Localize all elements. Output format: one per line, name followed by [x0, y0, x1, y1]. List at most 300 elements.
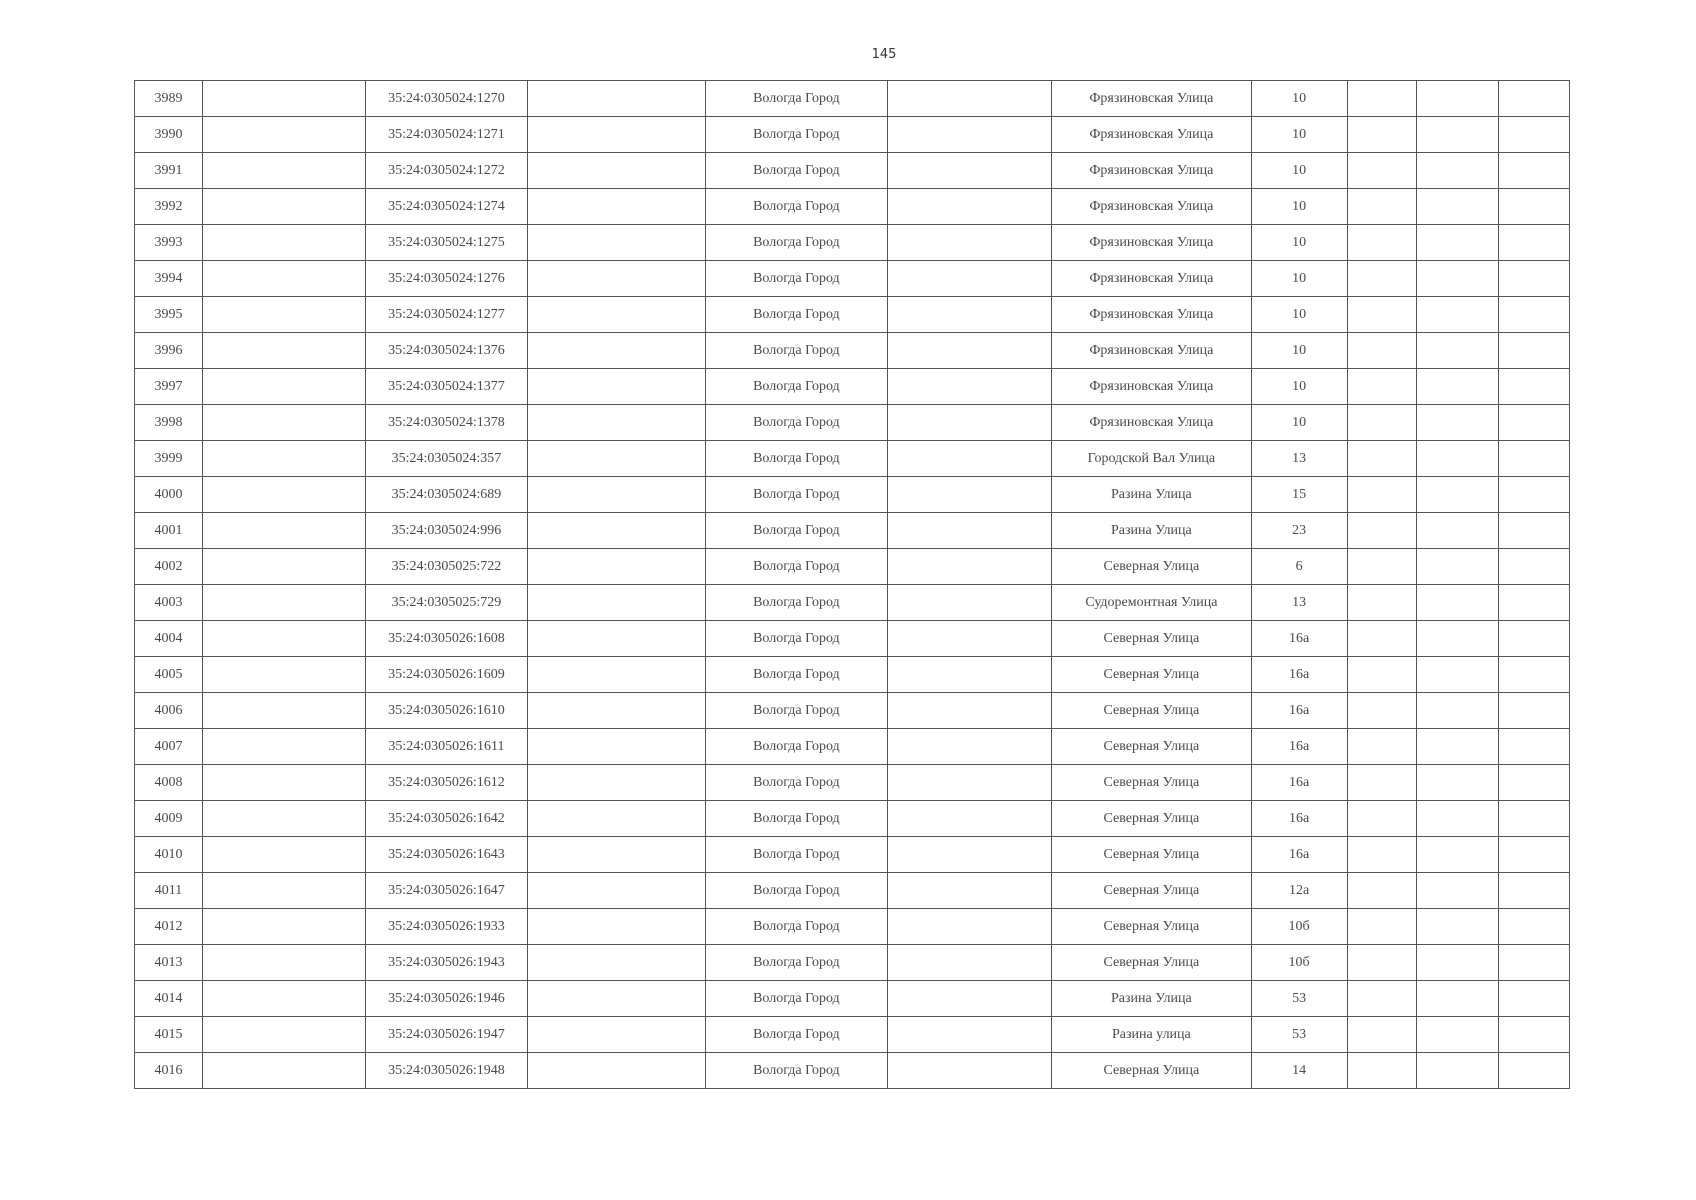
- empty-cell: [527, 261, 705, 297]
- empty-cell: [1416, 81, 1498, 117]
- empty-cell: [888, 117, 1052, 153]
- cadastral-number-cell: 35:24:0305026:1612: [366, 765, 527, 801]
- empty-cell: [1347, 81, 1416, 117]
- empty-cell: [527, 909, 705, 945]
- empty-cell: [1498, 801, 1569, 837]
- empty-cell: [1416, 117, 1498, 153]
- cadastral-number-cell: 35:24:0305026:1642: [366, 801, 527, 837]
- empty-cell: [1416, 1017, 1498, 1053]
- house-number-cell: 6: [1251, 549, 1347, 585]
- empty-cell: [1347, 585, 1416, 621]
- empty-cell: [527, 153, 705, 189]
- empty-cell: [1498, 1017, 1569, 1053]
- empty-cell: [1498, 909, 1569, 945]
- row-number-cell: 4001: [135, 513, 203, 549]
- row-number-cell: 3989: [135, 81, 203, 117]
- empty-cell: [888, 873, 1052, 909]
- locality-cell: Вологда Город: [705, 153, 887, 189]
- street-cell: Северная Улица: [1052, 909, 1251, 945]
- empty-cell: [1498, 477, 1569, 513]
- empty-cell: [1498, 225, 1569, 261]
- empty-cell: [888, 693, 1052, 729]
- empty-cell: [1347, 981, 1416, 1017]
- street-cell: Северная Улица: [1052, 693, 1251, 729]
- street-cell: Фрязиновская Улица: [1052, 297, 1251, 333]
- empty-cell: [1498, 693, 1569, 729]
- locality-cell: Вологда Город: [705, 477, 887, 513]
- empty-cell: [888, 1017, 1052, 1053]
- locality-cell: Вологда Город: [705, 981, 887, 1017]
- empty-cell: [527, 1053, 705, 1089]
- street-cell: Северная Улица: [1052, 549, 1251, 585]
- empty-cell: [1498, 945, 1569, 981]
- empty-cell: [1347, 909, 1416, 945]
- empty-cell: [203, 909, 366, 945]
- table-row: [135, 297, 1570, 333]
- locality-cell: Вологда Город: [705, 585, 887, 621]
- cadastral-number-cell: 35:24:0305024:996: [366, 513, 527, 549]
- street-cell: Северная Улица: [1052, 729, 1251, 765]
- empty-cell: [888, 333, 1052, 369]
- empty-cell: [888, 405, 1052, 441]
- locality-cell: Вологда Город: [705, 729, 887, 765]
- empty-cell: [203, 189, 366, 225]
- empty-cell: [203, 513, 366, 549]
- empty-cell: [527, 693, 705, 729]
- empty-cell: [527, 729, 705, 765]
- cadastral-number-cell: 35:24:0305025:729: [366, 585, 527, 621]
- empty-cell: [888, 837, 1052, 873]
- table-row: [135, 81, 1570, 117]
- empty-cell: [527, 369, 705, 405]
- empty-cell: [203, 945, 366, 981]
- empty-cell: [527, 549, 705, 585]
- empty-cell: [1347, 765, 1416, 801]
- street-cell: Северная Улица: [1052, 837, 1251, 873]
- empty-cell: [203, 333, 366, 369]
- empty-cell: [1498, 369, 1569, 405]
- row-number-cell: 4014: [135, 981, 203, 1017]
- empty-cell: [1498, 189, 1569, 225]
- empty-cell: [527, 585, 705, 621]
- empty-cell: [1416, 621, 1498, 657]
- empty-cell: [888, 477, 1052, 513]
- row-number-cell: 4016: [135, 1053, 203, 1089]
- empty-cell: [1416, 837, 1498, 873]
- empty-cell: [527, 117, 705, 153]
- empty-cell: [888, 801, 1052, 837]
- cadastral-number-cell: 35:24:0305024:1275: [366, 225, 527, 261]
- page-number: 145: [871, 47, 897, 62]
- table-row: [135, 333, 1570, 369]
- empty-cell: [527, 765, 705, 801]
- table-row: [135, 369, 1570, 405]
- house-number-cell: 10: [1251, 297, 1347, 333]
- registry-table-body: [135, 81, 1570, 1089]
- table-row: [135, 981, 1570, 1017]
- locality-cell: Вологда Город: [705, 405, 887, 441]
- empty-cell: [527, 477, 705, 513]
- street-cell: Фрязиновская Улица: [1052, 153, 1251, 189]
- empty-cell: [888, 657, 1052, 693]
- empty-cell: [203, 81, 366, 117]
- table-row: [135, 405, 1570, 441]
- street-cell: Фрязиновская Улица: [1052, 405, 1251, 441]
- cadastral-number-cell: 35:24:0305024:1271: [366, 117, 527, 153]
- empty-cell: [527, 81, 705, 117]
- street-cell: Городской Вал Улица: [1052, 441, 1251, 477]
- street-cell: Судоремонтная Улица: [1052, 585, 1251, 621]
- empty-cell: [1498, 441, 1569, 477]
- empty-cell: [1498, 873, 1569, 909]
- street-cell: Северная Улица: [1052, 873, 1251, 909]
- row-number-cell: 3994: [135, 261, 203, 297]
- locality-cell: Вологда Город: [705, 333, 887, 369]
- empty-cell: [1347, 477, 1416, 513]
- house-number-cell: 16а: [1251, 729, 1347, 765]
- house-number-cell: 10: [1251, 189, 1347, 225]
- locality-cell: Вологда Город: [705, 441, 887, 477]
- street-cell: Разина улица: [1052, 1017, 1251, 1053]
- house-number-cell: 53: [1251, 981, 1347, 1017]
- locality-cell: Вологда Город: [705, 297, 887, 333]
- empty-cell: [203, 657, 366, 693]
- row-number-cell: 3990: [135, 117, 203, 153]
- empty-cell: [1416, 333, 1498, 369]
- empty-cell: [888, 153, 1052, 189]
- locality-cell: Вологда Город: [705, 513, 887, 549]
- empty-cell: [1416, 189, 1498, 225]
- empty-cell: [1347, 801, 1416, 837]
- empty-cell: [527, 1017, 705, 1053]
- house-number-cell: 10: [1251, 117, 1347, 153]
- house-number-cell: 15: [1251, 477, 1347, 513]
- cadastral-number-cell: 35:24:0305024:1376: [366, 333, 527, 369]
- empty-cell: [888, 81, 1052, 117]
- empty-cell: [1416, 585, 1498, 621]
- house-number-cell: 16а: [1251, 621, 1347, 657]
- empty-cell: [1416, 693, 1498, 729]
- table-row: [135, 909, 1570, 945]
- locality-cell: Вологда Город: [705, 873, 887, 909]
- street-cell: Фрязиновская Улица: [1052, 225, 1251, 261]
- table-row: [135, 189, 1570, 225]
- empty-cell: [203, 873, 366, 909]
- empty-cell: [1416, 477, 1498, 513]
- empty-cell: [888, 729, 1052, 765]
- empty-cell: [1347, 693, 1416, 729]
- empty-cell: [888, 765, 1052, 801]
- empty-cell: [888, 513, 1052, 549]
- table-row: [135, 873, 1570, 909]
- row-number-cell: 3999: [135, 441, 203, 477]
- row-number-cell: 4009: [135, 801, 203, 837]
- empty-cell: [203, 549, 366, 585]
- locality-cell: Вологда Город: [705, 549, 887, 585]
- row-number-cell: 4008: [135, 765, 203, 801]
- house-number-cell: 16а: [1251, 657, 1347, 693]
- street-cell: Разина Улица: [1052, 981, 1251, 1017]
- table-row: [135, 117, 1570, 153]
- empty-cell: [203, 477, 366, 513]
- empty-cell: [1498, 333, 1569, 369]
- empty-cell: [527, 873, 705, 909]
- empty-cell: [1347, 333, 1416, 369]
- empty-cell: [203, 405, 366, 441]
- cadastral-number-cell: 35:24:0305026:1943: [366, 945, 527, 981]
- empty-cell: [888, 549, 1052, 585]
- street-cell: Фрязиновская Улица: [1052, 369, 1251, 405]
- cadastral-number-cell: 35:24:0305026:1647: [366, 873, 527, 909]
- empty-cell: [1347, 189, 1416, 225]
- street-cell: Фрязиновская Улица: [1052, 189, 1251, 225]
- cadastral-number-cell: 35:24:0305024:1274: [366, 189, 527, 225]
- house-number-cell: 14: [1251, 1053, 1347, 1089]
- empty-cell: [203, 117, 366, 153]
- table-row: [135, 729, 1570, 765]
- house-number-cell: 10: [1251, 261, 1347, 297]
- empty-cell: [888, 945, 1052, 981]
- house-number-cell: 10: [1251, 81, 1347, 117]
- empty-cell: [1347, 513, 1416, 549]
- row-number-cell: 3991: [135, 153, 203, 189]
- empty-cell: [1498, 729, 1569, 765]
- empty-cell: [1416, 765, 1498, 801]
- empty-cell: [1416, 945, 1498, 981]
- row-number-cell: 4012: [135, 909, 203, 945]
- empty-cell: [888, 909, 1052, 945]
- empty-cell: [1347, 405, 1416, 441]
- empty-cell: [1416, 369, 1498, 405]
- locality-cell: Вологда Город: [705, 81, 887, 117]
- street-cell: Разина Улица: [1052, 513, 1251, 549]
- locality-cell: Вологда Город: [705, 117, 887, 153]
- house-number-cell: 13: [1251, 585, 1347, 621]
- table-row: [135, 477, 1570, 513]
- empty-cell: [1498, 981, 1569, 1017]
- table-row: [135, 441, 1570, 477]
- empty-cell: [888, 189, 1052, 225]
- empty-cell: [527, 333, 705, 369]
- house-number-cell: 16а: [1251, 801, 1347, 837]
- empty-cell: [527, 621, 705, 657]
- empty-cell: [1347, 621, 1416, 657]
- empty-cell: [203, 1017, 366, 1053]
- empty-cell: [1416, 153, 1498, 189]
- empty-cell: [1498, 297, 1569, 333]
- table-row: [135, 945, 1570, 981]
- empty-cell: [527, 225, 705, 261]
- empty-cell: [1347, 873, 1416, 909]
- locality-cell: Вологда Город: [705, 261, 887, 297]
- row-number-cell: 3996: [135, 333, 203, 369]
- empty-cell: [888, 369, 1052, 405]
- empty-cell: [1498, 81, 1569, 117]
- empty-cell: [1347, 225, 1416, 261]
- registry-table: [134, 80, 1570, 1089]
- house-number-cell: 12а: [1251, 873, 1347, 909]
- empty-cell: [1416, 873, 1498, 909]
- empty-cell: [527, 441, 705, 477]
- locality-cell: Вологда Город: [705, 945, 887, 981]
- row-number-cell: 4010: [135, 837, 203, 873]
- empty-cell: [1347, 117, 1416, 153]
- table-row: [135, 837, 1570, 873]
- empty-cell: [203, 369, 366, 405]
- empty-cell: [1347, 153, 1416, 189]
- empty-cell: [1347, 297, 1416, 333]
- cadastral-number-cell: 35:24:0305024:357: [366, 441, 527, 477]
- empty-cell: [1416, 657, 1498, 693]
- street-cell: Фрязиновская Улица: [1052, 261, 1251, 297]
- locality-cell: Вологда Город: [705, 909, 887, 945]
- locality-cell: Вологда Город: [705, 1017, 887, 1053]
- street-cell: Северная Улица: [1052, 657, 1251, 693]
- cadastral-number-cell: 35:24:0305026:1947: [366, 1017, 527, 1053]
- cadastral-number-cell: 35:24:0305026:1611: [366, 729, 527, 765]
- cadastral-number-cell: 35:24:0305024:1277: [366, 297, 527, 333]
- cadastral-number-cell: 35:24:0305026:1608: [366, 621, 527, 657]
- cadastral-number-cell: 35:24:0305026:1609: [366, 657, 527, 693]
- empty-cell: [888, 261, 1052, 297]
- row-number-cell: 4002: [135, 549, 203, 585]
- empty-cell: [203, 729, 366, 765]
- cadastral-number-cell: 35:24:0305025:722: [366, 549, 527, 585]
- table-row: [135, 261, 1570, 297]
- empty-cell: [203, 585, 366, 621]
- row-number-cell: 4006: [135, 693, 203, 729]
- empty-cell: [1416, 909, 1498, 945]
- locality-cell: Вологда Город: [705, 801, 887, 837]
- locality-cell: Вологда Город: [705, 189, 887, 225]
- empty-cell: [1498, 153, 1569, 189]
- table-row: [135, 657, 1570, 693]
- empty-cell: [527, 297, 705, 333]
- street-cell: Фрязиновская Улица: [1052, 81, 1251, 117]
- row-number-cell: 4003: [135, 585, 203, 621]
- empty-cell: [1498, 621, 1569, 657]
- cadastral-number-cell: 35:24:0305024:1276: [366, 261, 527, 297]
- empty-cell: [1498, 1053, 1569, 1089]
- empty-cell: [203, 837, 366, 873]
- cadastral-number-cell: 35:24:0305024:1378: [366, 405, 527, 441]
- house-number-cell: 13: [1251, 441, 1347, 477]
- house-number-cell: 10: [1251, 405, 1347, 441]
- empty-cell: [888, 225, 1052, 261]
- empty-cell: [1347, 261, 1416, 297]
- empty-cell: [527, 657, 705, 693]
- locality-cell: Вологда Город: [705, 693, 887, 729]
- cadastral-number-cell: 35:24:0305026:1933: [366, 909, 527, 945]
- empty-cell: [203, 981, 366, 1017]
- empty-cell: [1416, 549, 1498, 585]
- street-cell: Северная Улица: [1052, 801, 1251, 837]
- empty-cell: [527, 405, 705, 441]
- cadastral-number-cell: 35:24:0305026:1946: [366, 981, 527, 1017]
- table-row: [135, 153, 1570, 189]
- empty-cell: [1347, 441, 1416, 477]
- row-number-cell: 4004: [135, 621, 203, 657]
- row-number-cell: 4013: [135, 945, 203, 981]
- empty-cell: [203, 261, 366, 297]
- empty-cell: [1347, 1017, 1416, 1053]
- empty-cell: [888, 981, 1052, 1017]
- row-number-cell: 4011: [135, 873, 203, 909]
- cadastral-number-cell: 35:24:0305024:1270: [366, 81, 527, 117]
- house-number-cell: 23: [1251, 513, 1347, 549]
- house-number-cell: 10: [1251, 369, 1347, 405]
- empty-cell: [1498, 261, 1569, 297]
- empty-cell: [203, 765, 366, 801]
- house-number-cell: 53: [1251, 1017, 1347, 1053]
- cadastral-number-cell: 35:24:0305026:1610: [366, 693, 527, 729]
- row-number-cell: 3993: [135, 225, 203, 261]
- empty-cell: [1498, 765, 1569, 801]
- house-number-cell: 16а: [1251, 765, 1347, 801]
- empty-cell: [203, 693, 366, 729]
- empty-cell: [203, 1053, 366, 1089]
- house-number-cell: 16а: [1251, 693, 1347, 729]
- empty-cell: [1416, 513, 1498, 549]
- table-row: [135, 693, 1570, 729]
- locality-cell: Вологда Город: [705, 1053, 887, 1089]
- cadastral-number-cell: 35:24:0305024:1377: [366, 369, 527, 405]
- empty-cell: [1498, 657, 1569, 693]
- empty-cell: [1416, 297, 1498, 333]
- empty-cell: [1347, 369, 1416, 405]
- street-cell: Северная Улица: [1052, 765, 1251, 801]
- house-number-cell: 10: [1251, 225, 1347, 261]
- row-number-cell: 3998: [135, 405, 203, 441]
- locality-cell: Вологда Город: [705, 225, 887, 261]
- table-row: [135, 1017, 1570, 1053]
- locality-cell: Вологда Город: [705, 657, 887, 693]
- empty-cell: [1498, 117, 1569, 153]
- empty-cell: [527, 801, 705, 837]
- empty-cell: [1498, 549, 1569, 585]
- empty-cell: [1498, 837, 1569, 873]
- empty-cell: [888, 441, 1052, 477]
- row-number-cell: 3992: [135, 189, 203, 225]
- empty-cell: [1416, 801, 1498, 837]
- table-row: [135, 549, 1570, 585]
- cadastral-number-cell: 35:24:0305026:1643: [366, 837, 527, 873]
- table-row: [135, 585, 1570, 621]
- street-cell: Северная Улица: [1052, 945, 1251, 981]
- table-row: [135, 801, 1570, 837]
- empty-cell: [1498, 585, 1569, 621]
- row-number-cell: 3995: [135, 297, 203, 333]
- row-number-cell: 3997: [135, 369, 203, 405]
- empty-cell: [1347, 1053, 1416, 1089]
- empty-cell: [888, 585, 1052, 621]
- empty-cell: [1347, 945, 1416, 981]
- empty-cell: [1498, 405, 1569, 441]
- empty-cell: [203, 441, 366, 477]
- empty-cell: [1347, 549, 1416, 585]
- street-cell: Северная Улица: [1052, 1053, 1251, 1089]
- empty-cell: [203, 153, 366, 189]
- row-number-cell: 4005: [135, 657, 203, 693]
- house-number-cell: 16а: [1251, 837, 1347, 873]
- table-row: [135, 765, 1570, 801]
- locality-cell: Вологда Город: [705, 621, 887, 657]
- house-number-cell: 10: [1251, 153, 1347, 189]
- cadastral-number-cell: 35:24:0305024:689: [366, 477, 527, 513]
- empty-cell: [203, 225, 366, 261]
- street-cell: Фрязиновская Улица: [1052, 117, 1251, 153]
- empty-cell: [527, 189, 705, 225]
